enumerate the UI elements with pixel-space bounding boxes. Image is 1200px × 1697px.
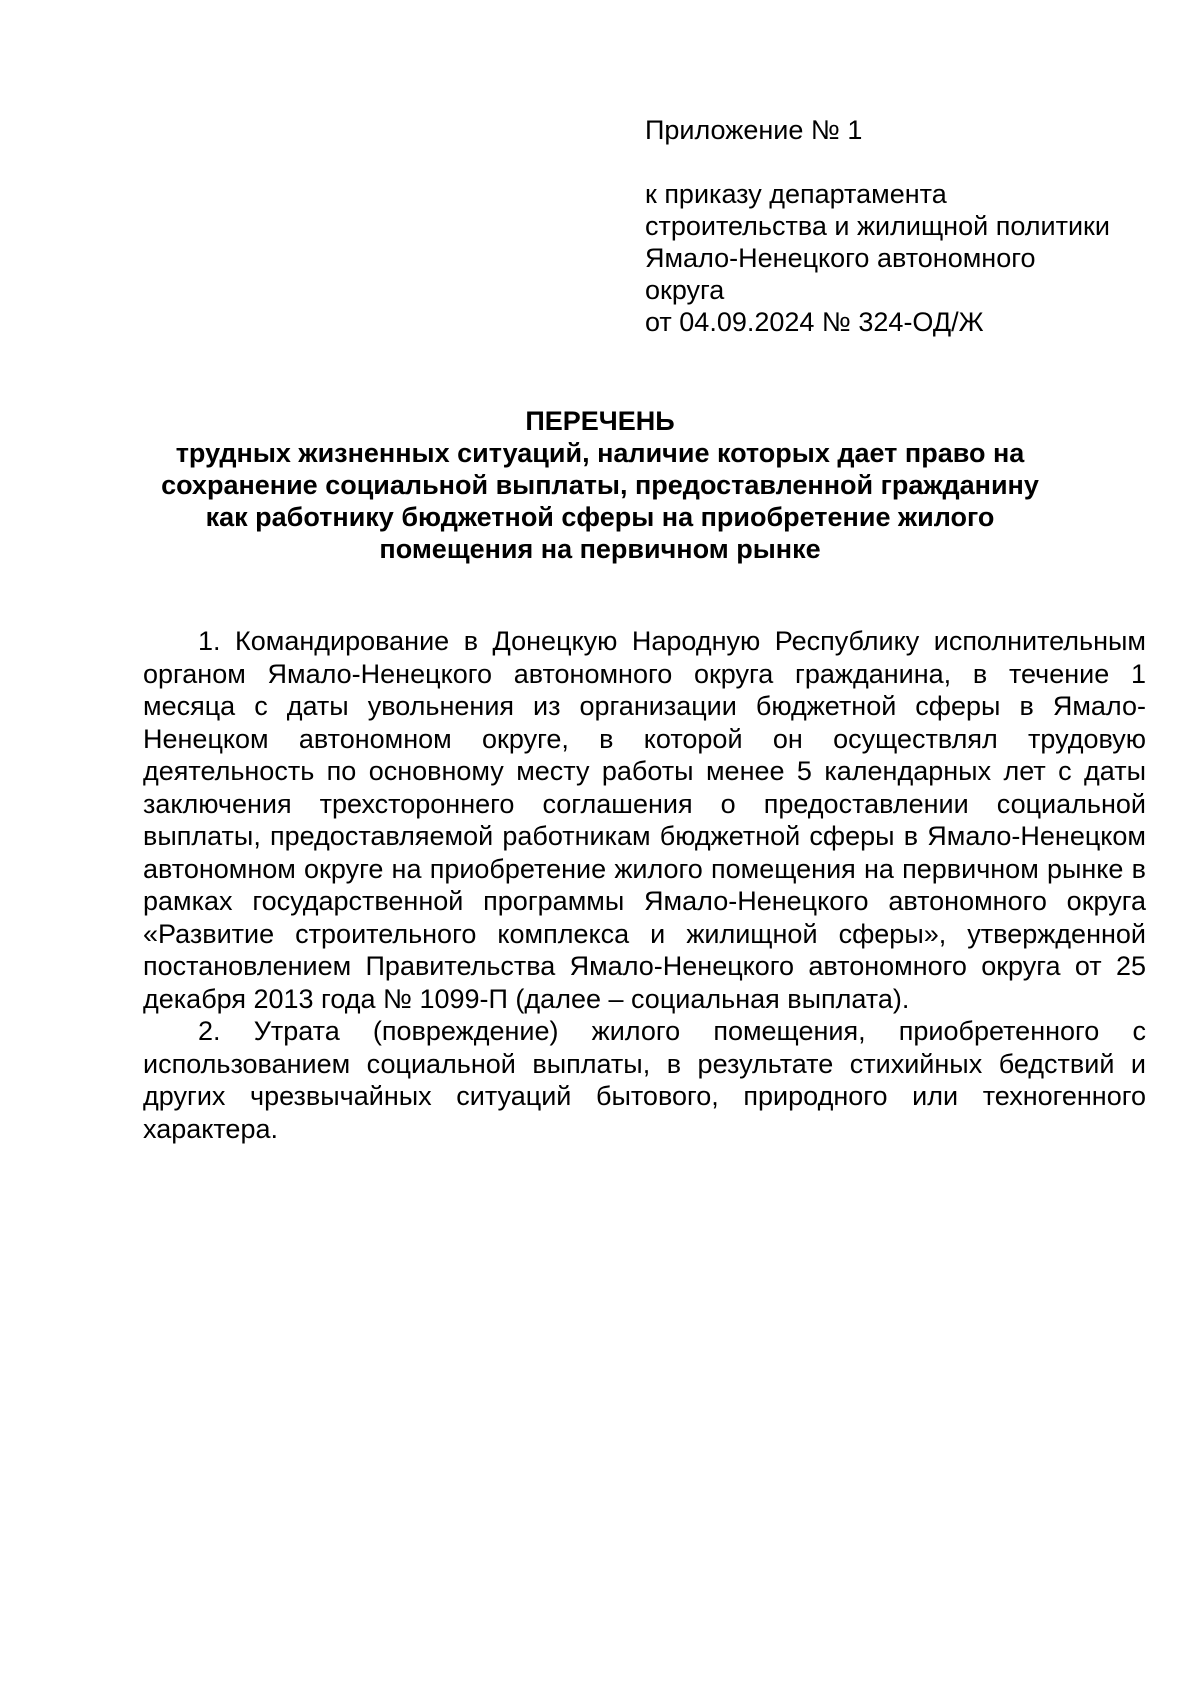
list-item: 1. Командирование в Донецкую Народную Республику исполнительным органом Ямало-Ненецкого автономного округа гражданина, в течение 1 месяца с даты увольнения из организации бюджетной сферы в Ямало-Ненецком автономном округе, в которой он осуществлял трудовую деятельность по основному месту работы менее 5 календарных лет с даты заключения трехстороннего соглашения о предоставлении социальной выплаты, предоставляемой работникам бюджетной сферы в Ямало-Ненецком автономном округе на приобретение жилого помещения на первичном рынке в рамках государственной программы Ямало-Ненецкого автономного округа «Развитие строительного комплекса и жилищной сферы», утвержденной постановлением Правительства Ямало-Ненецкого автономного округа от 25 декабря 2013 года № 1099-П (далее – социальная выплата). (143, 626, 1146, 1014)
annex-line: Ямало-Ненецкого автономного (645, 243, 1036, 273)
annex-block (645, 114, 1165, 338)
list-item: 2. Утрата (повреждение) жилого помещения, приобретенного с использованием социальной выплаты, в результате стихийных бедствий и других чрезвычайных ситуаций бытового, природного или техногенного характера. (143, 1016, 1146, 1144)
annex-line: строительства и жилищной политики (645, 211, 1110, 241)
annex-line: от 04.09.2024 № 324-ОД/Ж (645, 307, 984, 337)
annex-line: к приказу департамента (645, 179, 947, 209)
document-title: ПЕРЕЧЕНЬ (525, 406, 675, 436)
document-heading (140, 405, 1060, 565)
document-body (143, 625, 1146, 1145)
annex-title: Приложение № 1 (645, 115, 863, 145)
annex-line: округа (645, 275, 725, 305)
document-subtitle: трудных жизненных ситуаций, наличие которых дает право на сохранение социальной выплаты, предоставленной гражданину как работнику бюджетной сферы на приобретение жилого помещения на первичном рынке (161, 438, 1039, 564)
